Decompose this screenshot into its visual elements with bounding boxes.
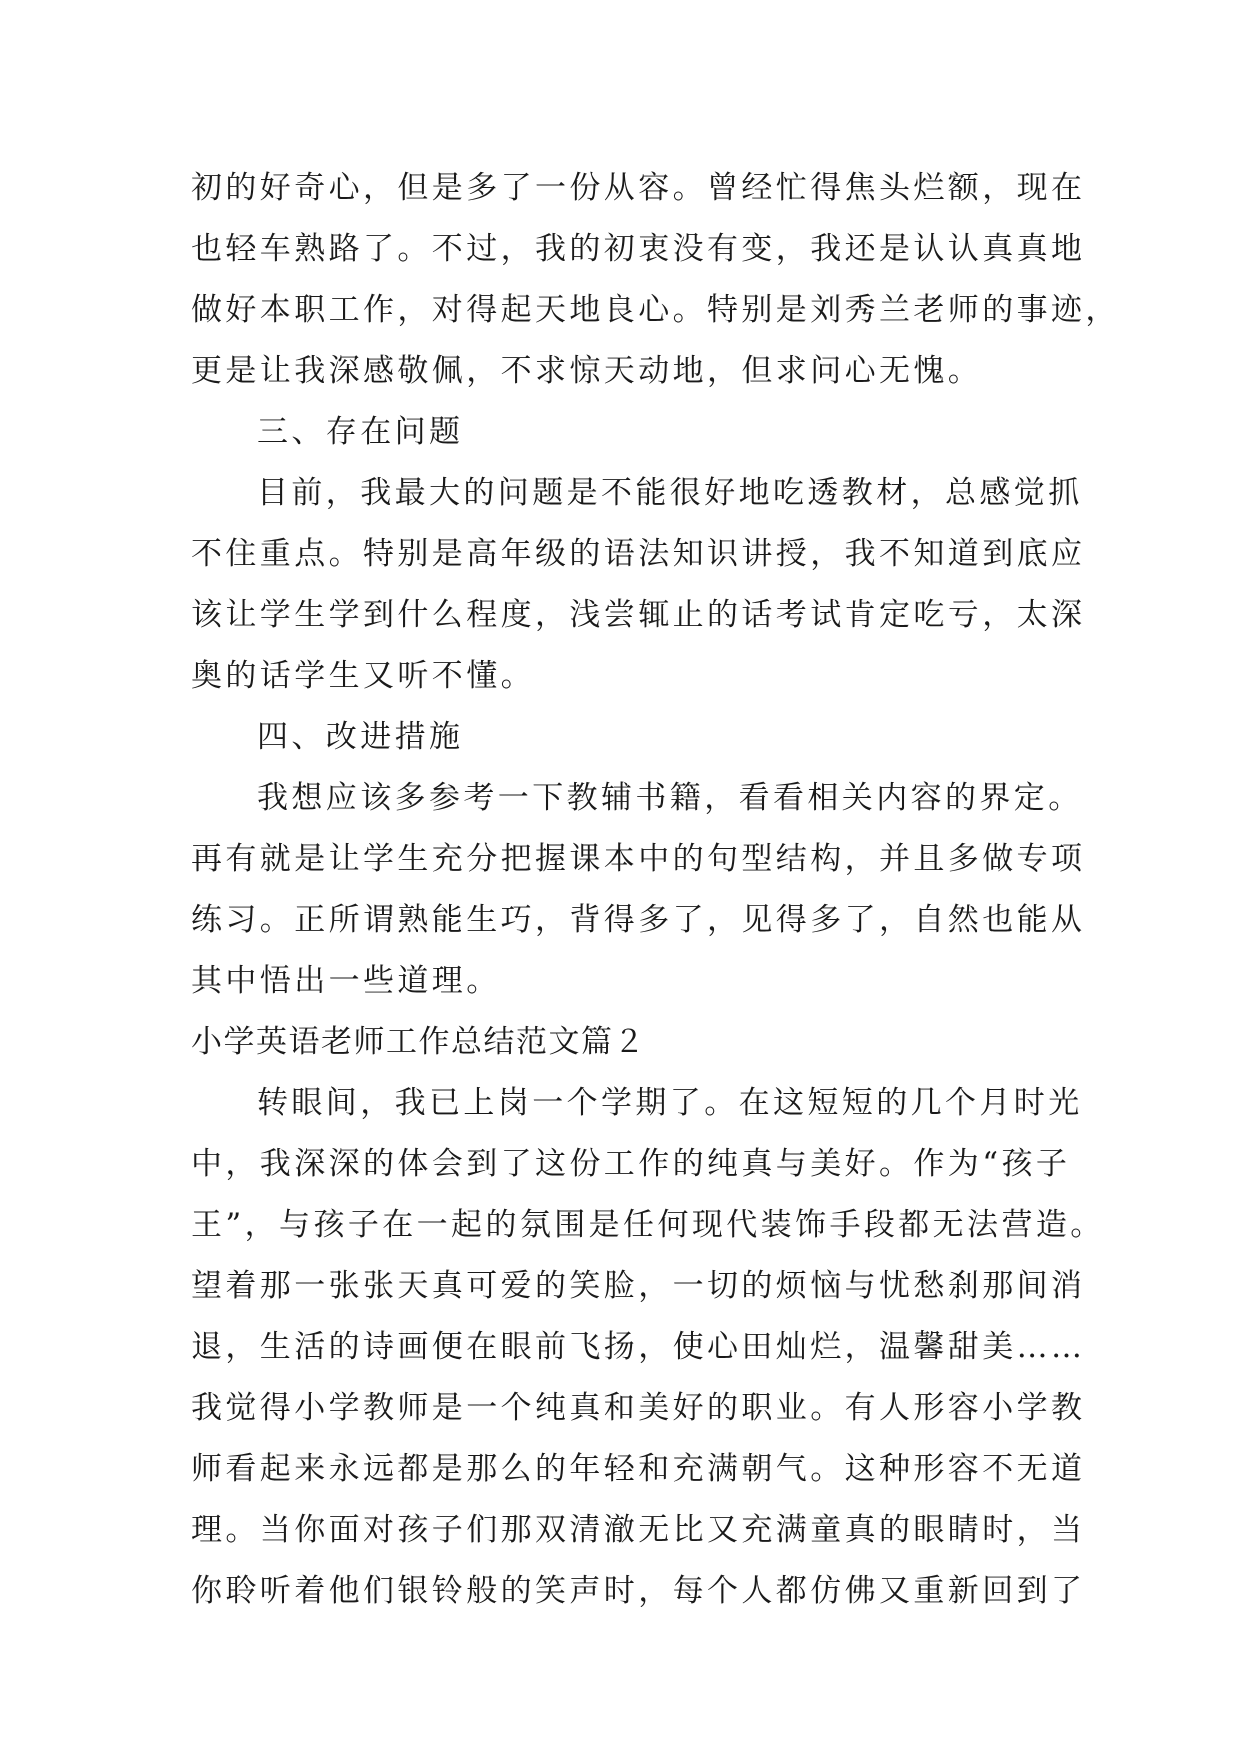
paragraph-line: 你聆听着他们银铃般的笑声时，每个人都仿佛又重新回到了	[191, 1573, 1086, 1609]
paragraph-line: 其中悟出一些道理。	[191, 963, 501, 999]
paragraph-line: 望着那一张张天真可爱的笑脸，一切的烦恼与忧愁刹那间消	[191, 1268, 1086, 1304]
section-heading: 四、改进措施	[257, 719, 464, 755]
paragraph-line: 做好本职工作，对得起天地良心。特别是刘秀兰老师的事迹，	[191, 292, 1120, 328]
paragraph-line: 转眼间，我已上岗一个学期了。在这短短的几个月时光	[257, 1085, 1083, 1121]
paragraph-line: 再有就是让学生充分把握课本中的句型结构，并且多做专项	[191, 841, 1086, 877]
paragraph-line: 奥的话学生又听不懂。	[191, 658, 535, 694]
paragraph-line: 练习。正所谓熟能生巧，背得多了，见得多了，自然也能从	[191, 902, 1086, 938]
document-body	[191, 158, 1120, 1622]
paragraph-line: 退，生活的诗画便在眼前飞扬，使心田灿烂，温馨甜美……	[191, 1329, 1086, 1365]
paragraph-line: 也轻车熟路了。不过，我的初衷没有变，我还是认认真真地	[191, 231, 1086, 267]
paragraph-line: 中，我深深的体会到了这份工作的纯真与美好。作为“孩子	[191, 1146, 1071, 1182]
paragraph-line: 初的好奇心，但是多了一份从容。曾经忙得焦头烂额，现在	[191, 170, 1086, 206]
paragraph-line: 该让学生学到什么程度，浅尝辄止的话考试肯定吃亏，太深	[191, 597, 1086, 633]
paragraph-line: 我觉得小学教师是一个纯真和美好的职业。有人形容小学教	[191, 1390, 1086, 1426]
section-heading: 三、存在问题	[257, 414, 464, 450]
paragraph-line: 我想应该多参考一下教辅书籍，看看相关内容的界定。	[257, 780, 1083, 816]
article-title: 小学英语老师工作总结范文篇２	[191, 1024, 646, 1060]
paragraph-line: 不住重点。特别是高年级的语法知识讲授，我不知道到底应	[191, 536, 1086, 572]
paragraph-line: 更是让我深感敬佩，不求惊天动地，但求问心无愧。	[191, 353, 983, 389]
paragraph-line: 王”，与孩子在一起的氛围是任何现代装饰手段都无法营造。	[191, 1207, 1105, 1243]
paragraph-line: 理。当你面对孩子们那双清澈无比又充满童真的眼睛时，当	[191, 1512, 1086, 1548]
paragraph-line: 目前，我最大的问题是不能很好地吃透教材，总感觉抓	[257, 475, 1083, 511]
paragraph-line: 师看起来永远都是那么的年轻和充满朝气。这种形容不无道	[191, 1451, 1086, 1487]
